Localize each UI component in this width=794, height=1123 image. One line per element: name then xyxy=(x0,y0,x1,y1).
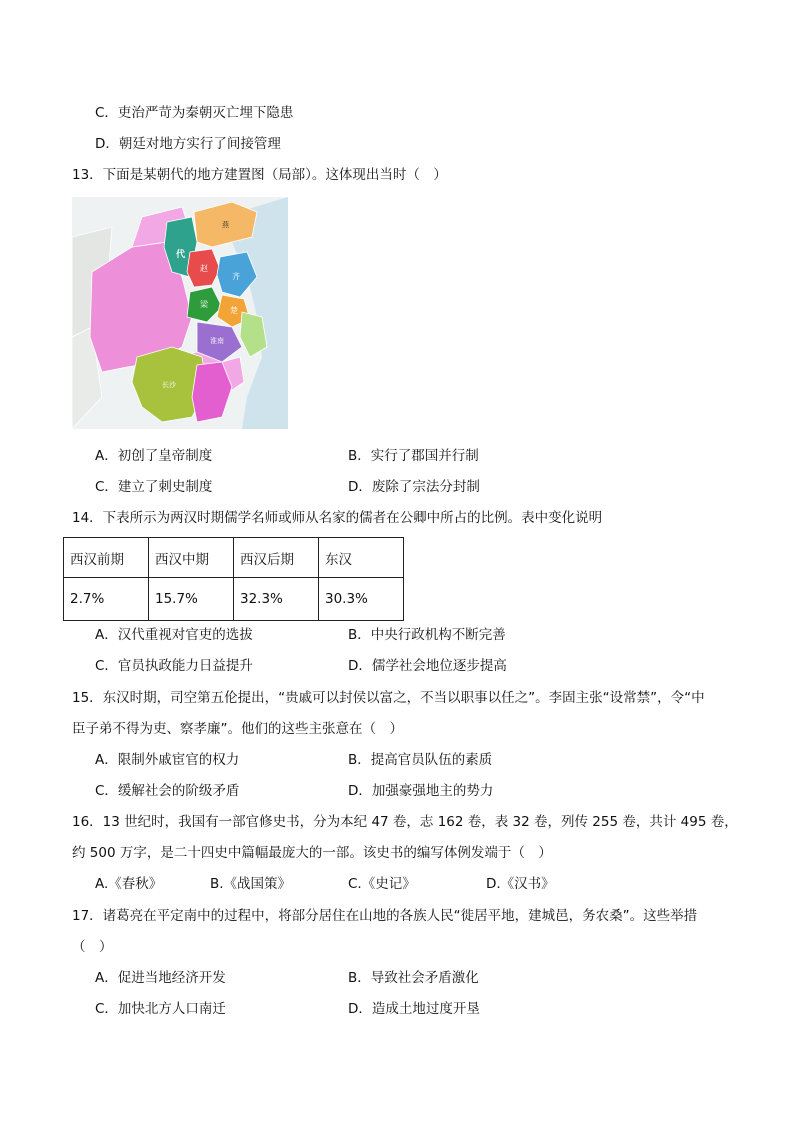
q15-option-b: B．提高官员队伍的素质 xyxy=(348,752,493,768)
table-header-cell: 西汉前期 xyxy=(64,538,149,578)
dynasty-map-image xyxy=(72,197,288,429)
q13-option-a: A．初创了皇帝制度 xyxy=(95,448,213,464)
q15-option-a: A．限制外戚宦官的权力 xyxy=(95,752,240,768)
q14-stem: 14．下表所示为两汉时期儒学名师或师从名家的儒者在公卿中所占的比例。表中变化说明 xyxy=(72,510,603,526)
map-label-huainan: 淮南 xyxy=(210,337,224,345)
map-label-chu: 楚 xyxy=(230,306,238,315)
table-header-cell: 西汉后期 xyxy=(234,538,319,578)
map-label-dai: 代 xyxy=(176,250,186,260)
q17-stem-line2: （ ） xyxy=(72,939,113,955)
q17-option-c: C．加快北方人口南迁 xyxy=(95,1001,226,1017)
q13-option-c: C．建立了刺史制度 xyxy=(95,479,213,495)
map-label-liang: 梁 xyxy=(200,300,208,309)
q16-option-a: A.《春秋》 xyxy=(95,876,163,892)
q13-option-d: D．废除了宗法分封制 xyxy=(348,479,480,495)
q12-option-c: C．吏治严苛为秦朝灭亡埋下隐患 xyxy=(95,105,294,121)
q16-option-d: D.《汉书》 xyxy=(486,876,555,892)
q16-stem-line1: 16．13 世纪时，我国有一部官修史书，分为本纪 47 卷，志 162 卷，表 32 卷，列传 255 卷，共计 495 卷， xyxy=(72,814,738,830)
map-label-yan: 燕 xyxy=(222,221,229,229)
q15-stem-line2: 臣子弟不得为吏、察孝廉”。他们的这些主张意在（ ） xyxy=(72,721,403,737)
q17-option-a: A．促进当地经济开发 xyxy=(95,970,226,986)
q16-option-b: B.《战国策》 xyxy=(210,876,292,892)
q12-option-d: D．朝廷对地方实行了间接管理 xyxy=(95,136,281,152)
q17-option-d: D．造成土地过度开垦 xyxy=(348,1001,480,1017)
map-label-changsha: 长沙 xyxy=(162,381,176,389)
q13-stem: 13．下面是某朝代的地方建置图（局部）。这体现出当时（ ） xyxy=(72,167,447,183)
table-row xyxy=(64,578,404,621)
table-header-cell: 东汉 xyxy=(319,538,404,578)
q14-option-a: A．汉代重视对官吏的选拔 xyxy=(95,627,253,643)
q14-option-c: C．官员执政能力日益提升 xyxy=(95,658,253,674)
q14-option-b: B．中央行政机构不断完善 xyxy=(348,627,506,643)
map-label-qi: 齐 xyxy=(232,272,240,281)
table-header-cell: 西汉中期 xyxy=(149,538,234,578)
q15-option-d: D．加强豪强地主的势力 xyxy=(348,783,494,799)
table-cell: 32.3% xyxy=(234,578,319,621)
map-label-zhao: 赵 xyxy=(200,264,208,273)
table-header-row xyxy=(64,538,404,578)
table-cell: 30.3% xyxy=(319,578,404,621)
q15-stem-line1: 15．东汉时期，司空第五伦提出，“贵戚可以封侯以富之，不当以职事以任之”。李固主张“设常禁”，令“中 xyxy=(72,690,705,706)
confucian-ratio-table xyxy=(63,537,404,621)
q17-stem-line1: 17．诸葛亮在平定南中的过程中，将部分居住在山地的各族人民“徙居平地，建城邑，务农桑”。这些举措 xyxy=(72,908,698,924)
q17-option-b: B．导致社会矛盾激化 xyxy=(348,970,479,986)
table-cell: 2.7% xyxy=(64,578,149,621)
q16-stem-line2: 约 500 万字，是二十四史中篇幅最庞大的一部。该史书的编写体例发端于（ ） xyxy=(72,845,552,861)
q13-option-b: B．实行了郡国并行制 xyxy=(348,448,479,464)
q16-option-c: C.《史记》 xyxy=(348,876,416,892)
q14-option-d: D．儒学社会地位逐步提高 xyxy=(348,658,507,674)
q15-option-c: C．缓解社会的阶级矛盾 xyxy=(95,783,240,799)
table-cell: 15.7% xyxy=(149,578,234,621)
